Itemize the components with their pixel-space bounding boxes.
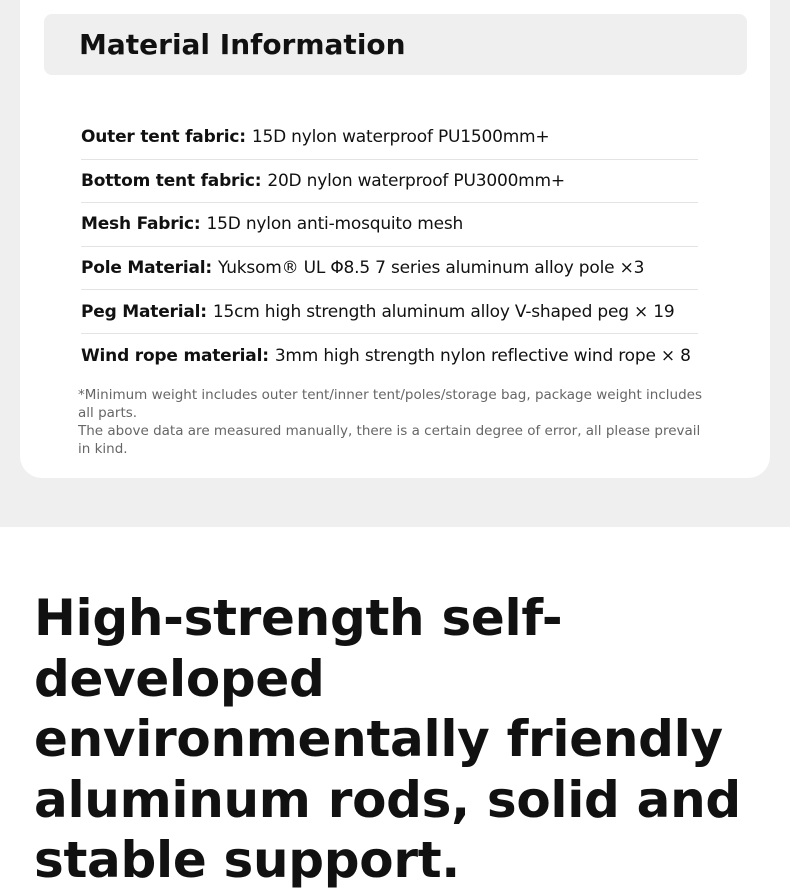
spec-list — [81, 116, 698, 378]
spec-row-wind-rope-material — [81, 334, 698, 378]
spec-label: Pole Material: — [81, 258, 212, 279]
spec-row-pole-material — [81, 247, 698, 291]
spec-value: 3mm high strength nylon reflective wind rope × 8 — [274, 345, 691, 366]
section-title: Material Information — [79, 28, 406, 61]
spec-value: 15D nylon anti-mosquito mesh — [206, 214, 464, 235]
spec-label: Peg Material: — [81, 301, 207, 322]
spec-label: Mesh Fabric: — [81, 214, 201, 235]
spec-value: Yuksom® UL Φ8.5 7 series aluminum alloy pole ×3 — [217, 258, 645, 279]
weight-note: *Minimum weight includes outer tent/inner tent/poles/storage bag, package weight includes all parts. — [78, 387, 702, 421]
spec-value: 20D nylon waterproof PU3000mm+ — [267, 170, 565, 191]
material-info-header — [44, 14, 747, 75]
disclaimer-notes — [78, 386, 708, 458]
spec-label: Bottom tent fabric: — [81, 170, 262, 191]
spec-row-mesh-fabric — [81, 203, 698, 247]
spec-row-peg-material — [81, 290, 698, 334]
measurement-note: The above data are measured manually, there is a certain degree of error, all please prevail in kind. — [78, 423, 701, 457]
spec-row-outer-tent-fabric — [81, 116, 698, 160]
spec-value: 15D nylon waterproof PU1500mm+ — [251, 127, 550, 148]
aluminum-rods-headline: High-strength self-developed environmentally friendly aluminum rods, solid and stable support. — [34, 589, 741, 889]
spec-label: Outer tent fabric: — [81, 127, 246, 148]
spec-row-bottom-tent-fabric — [81, 160, 698, 204]
spec-value: 15cm high strength aluminum alloy V-shaped peg × 19 — [212, 301, 675, 322]
spec-label: Wind rope material: — [81, 345, 269, 366]
